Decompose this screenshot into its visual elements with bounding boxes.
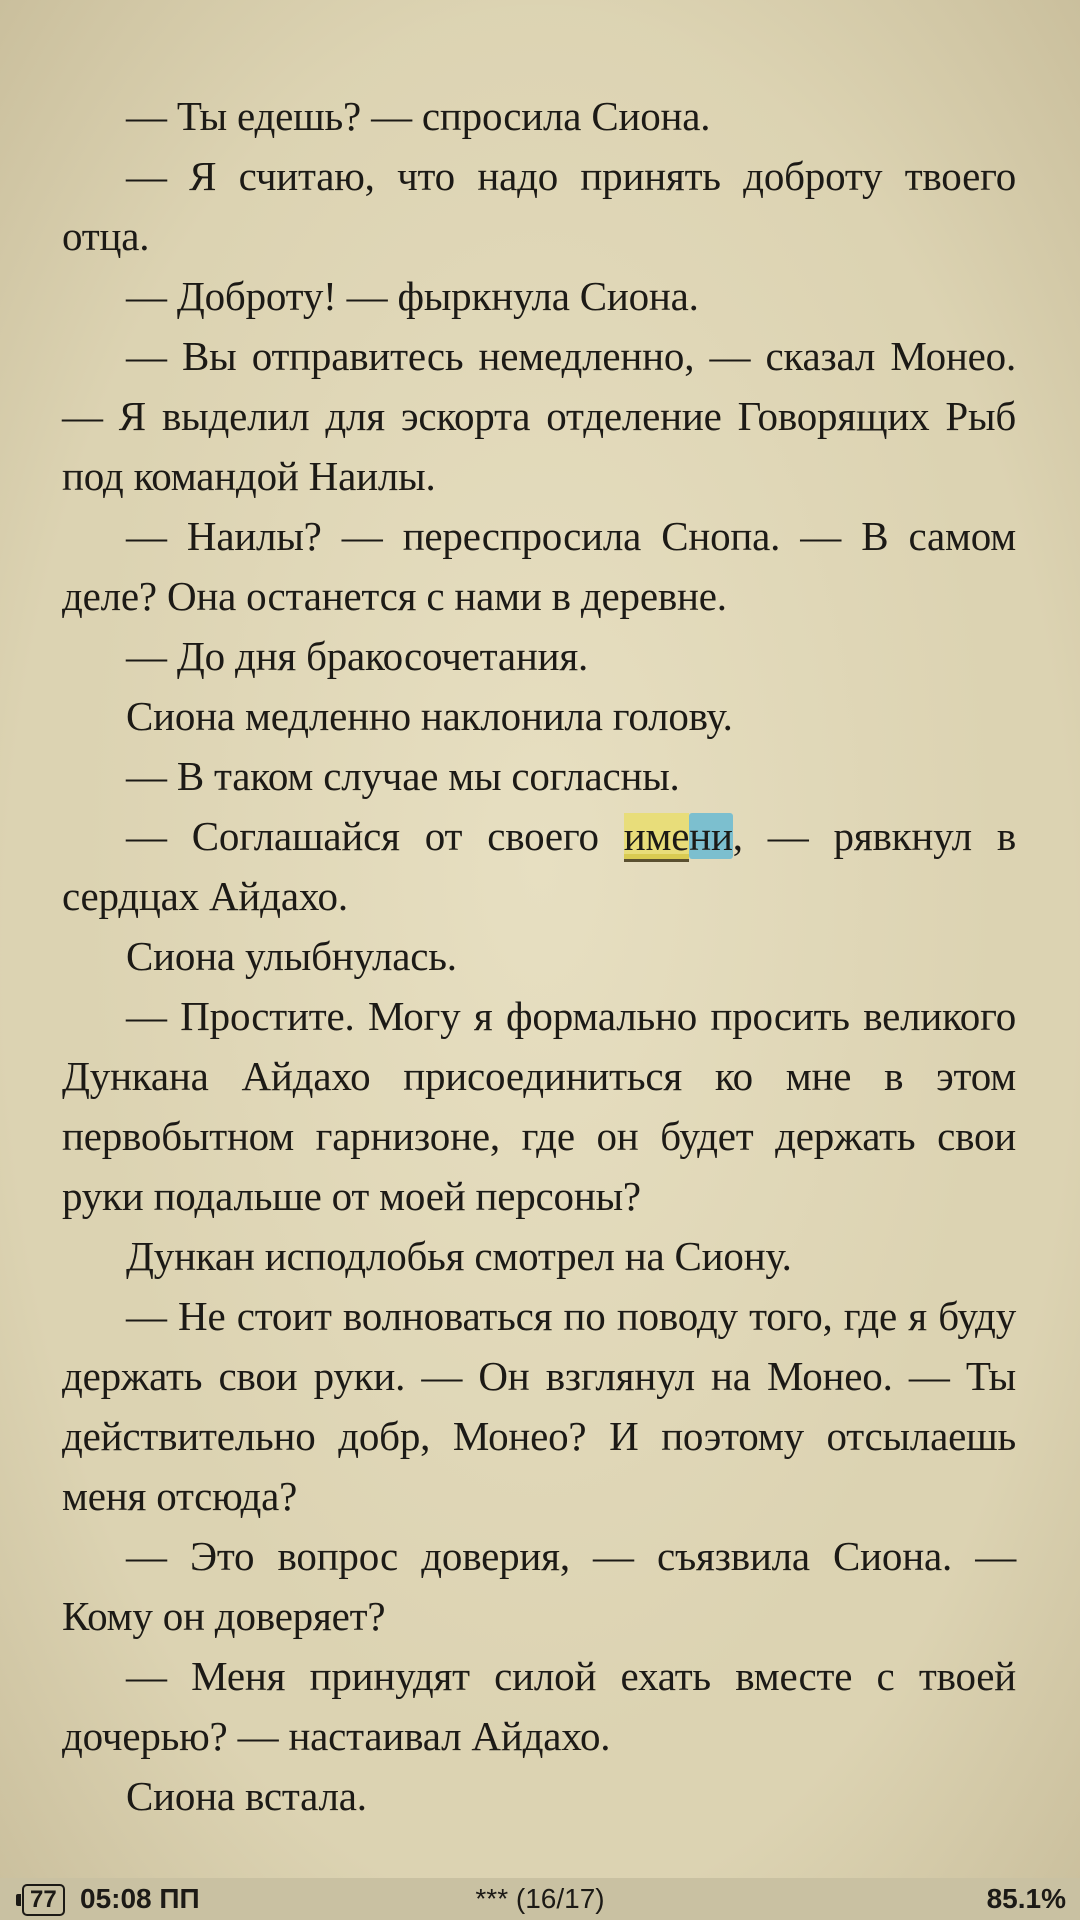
reading-page[interactable]: [62, 86, 1016, 1826]
paragraph: Сиона встала.: [126, 1773, 367, 1819]
chapter-indicator: *** (16/17): [475, 1883, 605, 1914]
paragraph: — Вы отправитесь немедленно, — сказал Монео. — Я выделил для эскорта отделение Говорящих Рыб под командой Наилы.: [62, 333, 1016, 499]
paragraph: — Меня принудят силой ехать вместе с твоей дочерью? — настаивал Айдахо.: [62, 1653, 1016, 1759]
paragraph-with-selection: [62, 806, 1016, 926]
paragraph: — Не стоит волноваться по поводу того, где я буду держать свои руки. — Он взглянул на Монео. — Ты действительно добр, Монео? И поэтому отсылаешь меня отсюда?: [62, 1293, 1016, 1519]
text-after-selection: , — рявкнул в сердцах Айдахо.: [62, 813, 1016, 919]
paragraph: — До дня бракосочетания.: [126, 633, 589, 679]
paragraph: Сиона медленно наклонила голову.: [126, 693, 733, 739]
battery-icon: 77: [22, 1884, 65, 1916]
paragraph: — Ты едешь? — спросила Сиона.: [126, 93, 711, 139]
paragraph: — Доброту! — фыркнула Сиона.: [126, 273, 699, 319]
paragraph: — В таком случае мы согласны.: [126, 753, 680, 799]
clock: 05:08 ПП: [80, 1883, 200, 1914]
paragraph: — Это вопрос доверия, — съязвила Сиона. — Кому он доверяет?: [62, 1533, 1016, 1639]
paragraph: — Я считаю, что надо принять доброту твоего отца.: [62, 153, 1016, 259]
paragraph: Дункан исподлобья смотрел на Сиону.: [126, 1233, 792, 1279]
selected-text-highlight[interactable]: ни: [689, 813, 733, 859]
selection-start-handle[interactable]: име: [624, 813, 690, 862]
paragraph: — Простите. Могу я формально просить великого Дункана Айдахо присоединиться ко мне в этом первобытном гарнизоне, где он будет держать свои руки подальше от моей персоны?: [62, 993, 1016, 1219]
reader-status-bar: [0, 1878, 1080, 1920]
text-before-selection: — Соглашайся от своего: [126, 813, 624, 859]
paragraph: — Наилы? — переспросила Снопа. — В самом деле? Она останется с нами в деревне.: [62, 513, 1016, 619]
reading-progress: 85.1%: [986, 1883, 1066, 1914]
paragraph: Сиона улыбнулась.: [126, 933, 457, 979]
